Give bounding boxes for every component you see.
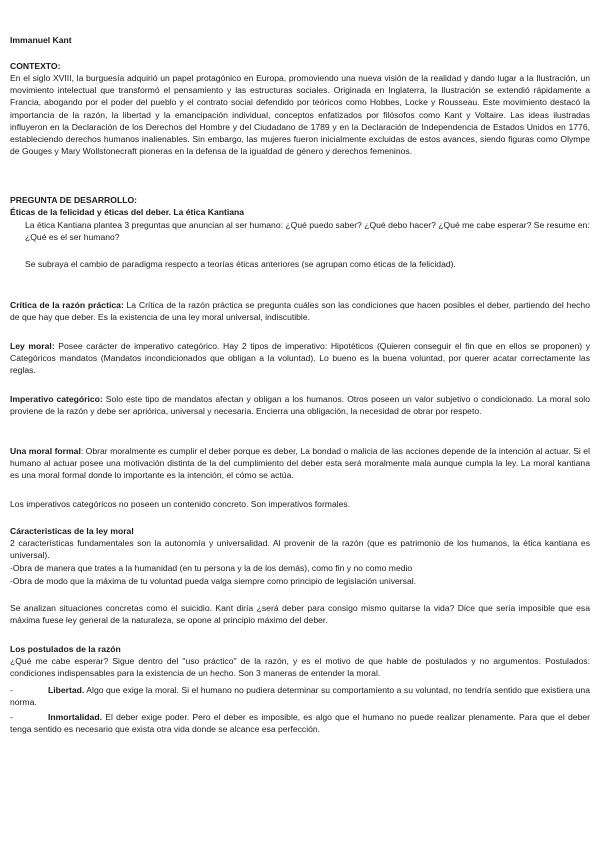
pregunta-para-1: La ética Kantiana plantea 3 preguntas que anuncian al ser humano: ¿Qué puedo saber? ¿Qué debo hacer? ¿Qué me cabe esperar? Se resume en: ¿Qué es el ser humano? xyxy=(25,220,590,243)
postulado-body: El deber exige poder. Pero el deber es imposible, es algo que el humano no puede realizar plenamente. Para que el deber tenga sentido es necesario que exista otra vida donde se alcance esa perfección. xyxy=(10,712,590,735)
ley-body: Posee carácter de imperativo categórico. Hay 2 tipos de imperativo: Hipotéticos (Quieren conseguir el fin que en ellos se proponen) y Categóricos mandatos (Mandatos incondicionados que obligan a la voluntad). Lo bueno es la buena voluntad, por querer acatar correctamente las reglas. xyxy=(10,341,590,376)
pregunta-heading: PREGUNTA DE DESARROLLO: xyxy=(10,195,137,205)
list-dash: - xyxy=(10,685,13,695)
formal-body: : Obrar moralmente es cumplir el deber porque es deber, La bondad o malicia de las acciones depende de la intención al actuar. Si el humano al actuar posee una motivación distinta de la del cumplimiento del deber esta será moralmente mala aunque cumpla la ley. La moral kantiana es una moral formal donde lo importante es la intención, el cómo se actúa. xyxy=(10,446,590,481)
imperativo-paragraph xyxy=(10,393,590,417)
caracteristicas-line-2: -Obra de manera que trates a la humanidad (en tu persona y la de los demás), como fin y no como medio xyxy=(10,563,413,573)
ley-paragraph xyxy=(10,340,590,377)
imperativo-body: Solo este tipo de mandatos afectan y obligan a los humanos. Otros poseen un valor subjetivo o condicionado. La moral solo proviene de la razón y debe ser apriórica, universal y necesaria. Encierra una obligación, la necesidad de obrar por respeto. xyxy=(10,394,590,417)
postulado-text xyxy=(10,684,590,708)
caracteristicas-line-1: 2 características fundamentales son la autonomía y universalidad. Al provenir de la razón (que es patrimonio de los humanos, la ética kantiana es universal). xyxy=(10,538,590,561)
formal-note: Los imperativos categóricos no poseen un contenido concreto. Son imperativos formales. xyxy=(10,499,351,509)
critica-paragraph xyxy=(10,299,590,323)
caracteristicas-heading: Cáracteristicas de la ley moral xyxy=(10,526,134,536)
postulados-intro: ¿Qué me cabe esperar? Sigue dentro del "uso práctico" de la razón, y es el motivo de que hable de postulados y no argumentos. Postulados: condiciones indispensables para la existencia de un hecho. Son 3 maneras de entender la moral. xyxy=(10,656,590,679)
caracteristicas-line-3: -Obra de modo que la máxima de tu voluntad pueda valga siempre como principio de legislación universal. xyxy=(10,576,417,586)
critica-body: La Crítica de la razón práctica se pregunta cuáles son las condiciones que hacen posibles el deber, partiendo del hecho de que hay que deber. Es la existencia de una ley moral universal, indiscutible. xyxy=(10,300,590,323)
formal-term: Una moral formal xyxy=(10,446,81,456)
postulados-heading: Los postulados de la razón xyxy=(10,644,121,654)
postulado-body: Algo que exige la moral. Si el humano no pudiera determinar su comportamiento a su voluntad, no tendría sentido que existiera una norma. xyxy=(10,685,590,708)
author-title: Immanuel Kant xyxy=(10,35,72,45)
list-dash: - xyxy=(10,712,13,722)
imperativo-term: Imperativo categórico: xyxy=(10,394,103,404)
postulado-term: Inmortalidad. xyxy=(48,712,102,722)
postulado-item-libertad xyxy=(10,684,590,708)
pregunta-subheading: Éticas de la felicidad y éticas del deber. La ética Kantiana xyxy=(10,207,245,217)
caracteristicas-note: Se analizan situaciones concretas como el suicidio. Kant diría ¿será deber para consigo mismo quitarse la vida? Dice que sería imposible que esa máxima fuese ley general de la naturaleza, se opone al principio máximo del deber. xyxy=(10,603,590,626)
pregunta-para-2: Se subraya el cambio de paradigma respecto a teorías éticas anteriores (se agrupan como éticas de la felicidad). xyxy=(25,259,456,269)
postulado-item-inmortalidad xyxy=(10,711,590,735)
formal-paragraph xyxy=(10,445,590,482)
postulado-term: Libertad. xyxy=(48,685,85,695)
critica-term: Crítica de la razón práctica: xyxy=(10,300,124,310)
contexto-heading: CONTEXTO: xyxy=(10,61,61,71)
postulado-text xyxy=(10,711,590,735)
ley-term: Ley moral: xyxy=(10,341,55,351)
contexto-body: En el siglo XVIII, la burguesía adquirió un papel protagónico en Europa, promoviendo una nueva visión de la realidad y dando lugar a la Ilustración, un movimiento intelectual que transformó el pensamiento y las estructuras sociales. Originada en Inglaterra, la Ilustración se extendió rápidamente a Francia, abogando por el poder del pueblo y el contrato social defendido por teóricos como Hobbes, Locke y Rousseau. Este movimiento destacó la importancia de la razón, la libertad y la emancipación individual, conceptos enfatizados por filósofos como Kant y Voltaire. Las ideas ilustradas influyeron en la Declaración de los Derechos del Hombre y del Ciudadano de 1789 y en la Declaración de Independencia de Estados Unidos en 1776, estableciendo derechos humanos inalienables. Sin embargo, las mujeres fueron inicialmente excluidas de estos avances, siendo figuras como Olympe de Gouges y Mary Wollstonecraft pioneras en la defensa de la igualdad de género y derechos femeninos. xyxy=(10,73,590,157)
